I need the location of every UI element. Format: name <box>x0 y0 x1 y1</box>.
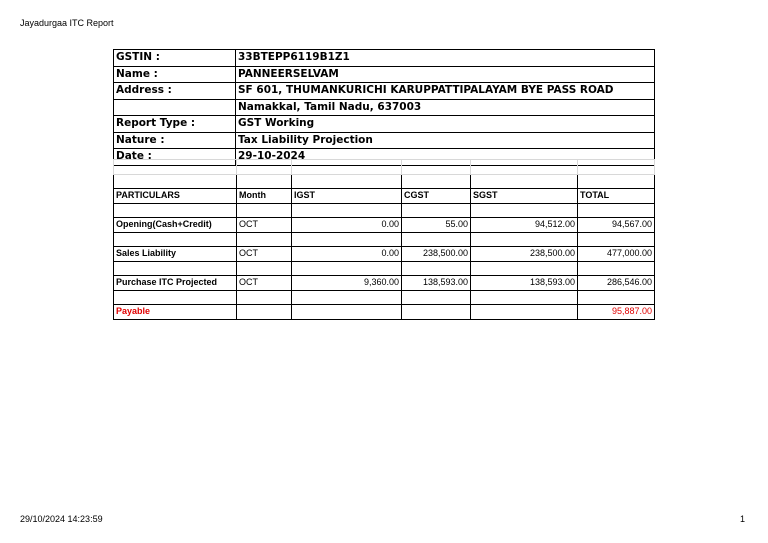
info-value: 29-10-2024 <box>236 149 655 166</box>
cell-total: 94,567.00 <box>578 218 655 233</box>
blank-row <box>114 174 655 189</box>
cell-igst: 9,360.00 <box>292 276 402 291</box>
blank-row <box>114 232 655 247</box>
info-label <box>114 99 236 116</box>
header-sgst: SGST <box>471 189 578 204</box>
info-label: GSTIN : <box>114 50 236 67</box>
cell-igst: 0.00 <box>292 218 402 233</box>
info-body <box>114 50 655 166</box>
header-total: TOTAL <box>578 189 655 204</box>
report-title: Jayadurgaa ITC Report <box>20 18 114 28</box>
tax-body <box>114 160 655 320</box>
info-label: Date : <box>114 149 236 166</box>
cell-total: 477,000.00 <box>578 247 655 262</box>
cell-cgst: 238,500.00 <box>402 247 471 262</box>
cell-month: OCT <box>237 276 292 291</box>
blank-row <box>114 203 655 218</box>
info-row-nature <box>114 132 655 149</box>
info-label: Address : <box>114 83 236 100</box>
cell-sgst: 94,512.00 <box>471 218 578 233</box>
blank-row <box>114 261 655 276</box>
cell-cgst: 138,593.00 <box>402 276 471 291</box>
info-label: Name : <box>114 66 236 83</box>
info-label: Report Type : <box>114 116 236 133</box>
tax-table <box>113 159 655 320</box>
info-row-address <box>114 83 655 100</box>
info-value: 33BTEPP6119B1Z1 <box>236 50 655 67</box>
table-row <box>114 247 655 262</box>
cell-cgst: 55.00 <box>402 218 471 233</box>
info-row-address-2 <box>114 99 655 116</box>
payable-total: 95,887.00 <box>578 305 655 320</box>
page-number: 1 <box>740 514 746 524</box>
cell-igst: 0.00 <box>292 247 402 262</box>
cell-month: OCT <box>237 247 292 262</box>
header-igst: IGST <box>292 189 402 204</box>
footer-timestamp: 29/10/2024 14:23:59 <box>20 514 103 524</box>
cell-total: 286,546.00 <box>578 276 655 291</box>
info-label: Nature : <box>114 132 236 149</box>
header-cgst: CGST <box>402 189 471 204</box>
spacer-row <box>114 160 655 175</box>
header-particulars: PARTICULARS <box>114 189 237 204</box>
blank-row <box>114 290 655 305</box>
info-value: SF 601, THUMANKURICHI KARUPPATTIPALAYAM BYE PASS ROAD <box>236 83 655 100</box>
table-row <box>114 218 655 233</box>
cell-particulars: Purchase ITC Projected <box>114 276 237 291</box>
cell-month: OCT <box>237 218 292 233</box>
payable-label: Payable <box>114 305 237 320</box>
info-row-report-type <box>114 116 655 133</box>
cell-particulars: Sales Liability <box>114 247 237 262</box>
header-row <box>114 189 655 204</box>
info-row-gstin <box>114 50 655 67</box>
info-value: Tax Liability Projection <box>236 132 655 149</box>
table-row <box>114 276 655 291</box>
header-month: Month <box>237 189 292 204</box>
cell-sgst: 138,593.00 <box>471 276 578 291</box>
payable-row <box>114 305 655 320</box>
info-value: PANNEERSELVAM <box>236 66 655 83</box>
info-row-name <box>114 66 655 83</box>
info-value: Namakkal, Tamil Nadu, 637003 <box>236 99 655 116</box>
cell-particulars: Opening(Cash+Credit) <box>114 218 237 233</box>
info-table <box>113 49 655 166</box>
info-value: GST Working <box>236 116 655 133</box>
cell-sgst: 238,500.00 <box>471 247 578 262</box>
